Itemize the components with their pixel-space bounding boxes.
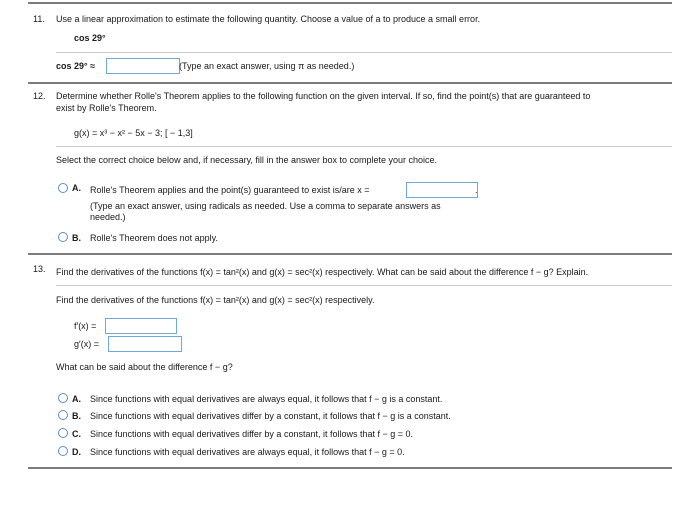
top-divider — [28, 2, 672, 4]
q13-divider — [56, 285, 672, 286]
q13-choice-d-letter: D. — [72, 447, 81, 457]
q11-hint: (Type an exact answer, using π as needed.) — [179, 61, 355, 71]
q12-choice-a-period: . — [475, 185, 478, 195]
q13-choice-a-radio[interactable] — [58, 393, 68, 403]
q12-choice-b-letter: B. — [72, 233, 81, 243]
q12-choice-a-note-line1: (Type an exact answer, using radicals as needed. Use a comma to separate answers as — [90, 201, 441, 211]
q12-number: 12. — [33, 91, 46, 101]
q11-answer-input[interactable] — [106, 58, 180, 74]
q13-number: 13. — [33, 264, 46, 274]
bottom-divider — [28, 467, 672, 469]
q12-choice-a-input[interactable] — [406, 182, 478, 198]
q12-choice-a-letter: A. — [72, 183, 81, 193]
q13-choice-b-radio[interactable] — [58, 410, 68, 420]
q13-f-label: f′(x) = — [74, 321, 97, 331]
q13-choice-a-letter: A. — [72, 394, 81, 404]
q12-choice-a-text: Rolle's Theorem applies and the point(s) guaranteed to exist is/are x = — [90, 185, 370, 195]
q12-prompt-line2: exist by Rolle's Theorem. — [56, 103, 157, 113]
q12-choice-a-note-line2: needed.) — [90, 212, 126, 222]
q11-number: 11. — [33, 14, 45, 24]
q13-choice-c-letter: C. — [72, 429, 81, 439]
q12-choice-b-radio[interactable] — [58, 232, 68, 242]
q12-prompt-line1: Determine whether Rolle's Theorem applies to the following function on the given interval. If so, find the point(s) that are guaranteed to — [56, 91, 591, 101]
q12-divider — [56, 146, 672, 147]
q13-g-label: g′(x) = — [74, 339, 99, 349]
q13-prompt: Find the derivatives of the functions f(x) = tan²(x) and g(x) = sec²(x) respectively. What can be said about the difference f − g? Explain. — [56, 267, 589, 277]
q13-subprompt: Find the derivatives of the functions f(x) = tan²(x) and g(x) = sec²(x) respectively. — [56, 295, 375, 305]
q13-choice-b-letter: B. — [72, 411, 81, 421]
q13-choice-b-text: Since functions with equal derivatives differ by a constant, it follows that f − g is a constant. — [90, 411, 451, 421]
q13-f-derivative-input[interactable] — [105, 318, 177, 334]
q12-choice-a-radio[interactable] — [58, 183, 68, 193]
q11-q12-divider — [28, 82, 672, 84]
q13-question: What can be said about the difference f − g? — [56, 362, 233, 372]
q12-function: g(x) = x³ − x² − 5x − 3; [ − 1,3] — [74, 128, 193, 138]
q12-choice-b-text: Rolle's Theorem does not apply. — [90, 233, 218, 243]
q11-prompt: Use a linear approximation to estimate the following quantity. Choose a value of a to produce a small error. — [56, 14, 481, 24]
q13-choice-a-text: Since functions with equal derivatives are always equal, it follows that f − g is a constant. — [90, 394, 443, 404]
q13-g-derivative-input[interactable] — [108, 336, 182, 352]
q12-instruction: Select the correct choice below and, if necessary, fill in the answer box to complete your choice. — [56, 155, 438, 165]
q11-divider — [56, 52, 672, 53]
q11-answer-prefix: cos 29° ≈ — [56, 61, 96, 71]
q12-q13-divider — [28, 253, 672, 255]
q13-choice-c-radio[interactable] — [58, 428, 68, 438]
q11-expression: cos 29° — [74, 33, 106, 43]
q13-choice-d-text: Since functions with equal derivatives are always equal, it follows that f − g = 0. — [90, 447, 405, 457]
q13-choice-d-radio[interactable] — [58, 446, 68, 456]
q13-choice-c-text: Since functions with equal derivatives differ by a constant, it follows that f − g = 0. — [90, 429, 414, 439]
